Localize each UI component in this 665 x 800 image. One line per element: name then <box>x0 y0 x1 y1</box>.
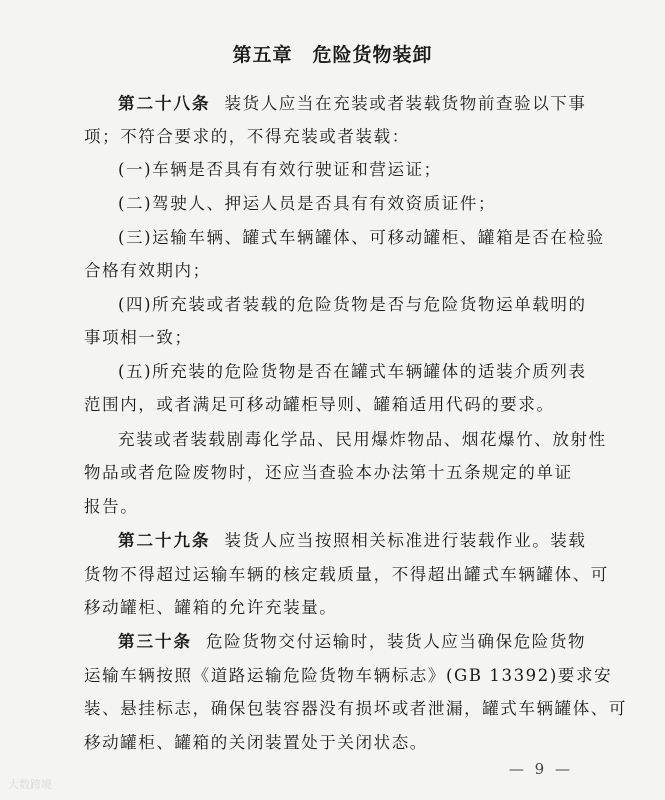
watermark: 大数跨境 <box>8 778 52 791</box>
paragraph-line: 装、悬挂标志，确保包装容器没有损坏或者泄漏，罐式车辆罐体、可 <box>84 699 627 718</box>
paragraph-line <box>118 92 638 116</box>
paragraph-line: (二)驾驶人、押运人员是否具有有效资质证件； <box>118 194 497 213</box>
line-text: 危险货物交付运输时，装货人应当确保危险货物 <box>206 632 587 651</box>
paragraph-line: (三)运输车辆、罐式车辆罐体、可移动罐柜、罐箱是否在检验 <box>118 228 605 247</box>
paragraph-line: 物品或者危险废物时，还应当查验本办法第十五条规定的单证 <box>84 463 573 482</box>
chapter-title: 第五章 危险货物装卸 <box>232 44 433 66</box>
article-heading: 第二十八条 <box>118 94 211 113</box>
article-heading: 第二十九条 <box>118 531 211 550</box>
paragraph-line <box>118 630 638 654</box>
paragraph-line: (五)所充装的危险货物是否在罐式车辆罐体的适装介质列表 <box>118 362 587 381</box>
paragraph-line: 项；不符合要求的，不得充装或者装载： <box>84 127 410 146</box>
article-heading: 第三十条 <box>118 632 192 651</box>
paragraph-line: 充装或者装载剧毒化学品、民用爆炸物品、烟花爆竹、放射性 <box>118 430 607 449</box>
paragraph-line: 报告。 <box>84 497 139 516</box>
paragraph-line <box>118 529 638 553</box>
paragraph-line: 移动罐柜、罐箱的关闭装置处于关闭状态。 <box>84 733 428 752</box>
paragraph-line: (一)车辆是否具有有效行驶证和营运证； <box>118 160 442 179</box>
paragraph-line: 范围内，或者满足可移动罐柜导则、罐箱适用代码的要求。 <box>84 395 555 414</box>
paragraph-line: 移动罐柜、罐箱的允许充装量。 <box>84 598 338 617</box>
paragraph-line: 运输车辆按照《道路运输危险货物车辆标志》(GB 13392)要求安 <box>84 666 613 685</box>
paragraph-line: (四)所充装或者装载的危险货物是否与危险货物运单载明的 <box>118 295 587 314</box>
paragraph-line: 合格有效期内； <box>84 261 211 280</box>
line-text: 装货人应当按照相关标准进行装载作业。装载 <box>224 531 587 550</box>
paragraph-line: 事项相一致； <box>84 328 193 347</box>
line-text: 装货人应当在充装或者装载货物前查验以下事 <box>224 94 587 113</box>
paragraph-line: 货物不得超过运输车辆的核定载质量，不得超出罐式车辆罐体、可 <box>84 565 609 584</box>
page-number: — 9 — <box>508 760 573 778</box>
